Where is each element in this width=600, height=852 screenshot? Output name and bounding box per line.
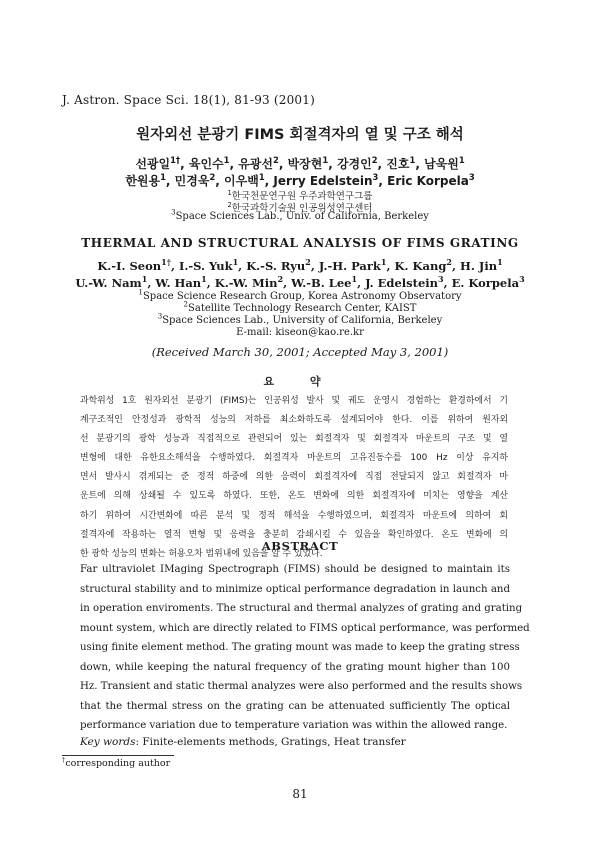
author: 이우백$^1$ (224, 172, 265, 188)
author: 진호$^1$ (386, 155, 416, 171)
korean-abstract-heading: 요 약 (263, 375, 337, 388)
abstract-line: 면서 발사시 겪게되는 준 정적 하중에 의한 응력이 회절격자에 직접 전달되지 않고 회절격자 마 (80, 472, 508, 483)
english-affiliation-2: $^2$Satellite Technology Research Center, KAIST (183, 300, 417, 314)
abstract-line: down, while keeping the natural frequency of the grating mount higher than 100 (80, 661, 510, 673)
author: 한원용$^1$ (125, 172, 166, 188)
english-authors-line-1: K.-I. Seon$^{1\dagger}$, I.-S. Yuk$^1$, K.-S. Ryu$^2$, J.-H. Park$^1$, K. Kang$^2$, H. Jin$^1$ (97, 257, 503, 273)
author: I.-S. Yuk$^1$ (178, 257, 239, 273)
abstract-line: 하기 위하여 시간변화에 따른 분석 및 정적 해석을 수행하였으며, 회절격자 마운트에 의하여 회 (80, 510, 508, 521)
received-dates: (Received March 30, 2001; Accepted May 3, 2001) (151, 345, 449, 359)
author: Jerry Edelstein$^3$ (273, 172, 379, 188)
author: 강경인$^2$ (336, 155, 378, 171)
korean-authors-line-2: 한원용$^1$, 민경욱$^2$, 이우백$^1$, Jerry Edelstein$^3$, Eric Korpela$^3$ (125, 172, 475, 188)
journal-reference: J. Astron. Space Sci. 18(1), 81-93 (2001) (62, 93, 315, 107)
english-abstract-heading: ABSTRACT (261, 539, 339, 553)
author: H. Jin$^1$ (460, 257, 503, 273)
korean-title: 원자외선 분광기 FIMS 회절격자의 열 및 구조 해석 (136, 127, 464, 143)
author: U.-W. Nam$^1$ (75, 274, 148, 290)
korean-affiliation-3: $^3$Space Sciences Lab., Univ. of California, Berkeley (171, 208, 429, 222)
keywords-label: Key words (80, 736, 136, 748)
korean-affiliation-1: $^1$한국천문연구원 우주과학연구그룹 (227, 188, 373, 202)
abstract-line: 운트에 의해 상쇄될 수 있도록 하였다. 또한, 온도 변화에 의한 회절격자에 미치는 영향을 계산 (80, 491, 508, 502)
english-affiliation-3: $^3$Space Sciences Lab., University of California, Berkeley (157, 312, 443, 326)
author: 선광일$^{1\dagger}$ (135, 155, 181, 171)
korean-affiliation-2: $^2$한국과학기술원 인공위성연구센터 (227, 200, 373, 214)
english-authors-line-2: U.-W. Nam$^1$, W. Han$^1$, K.-W. Min$^2$, W.-B. Lee$^1$, J. Edelstein$^3$, E. Korpela$^3$ (75, 274, 525, 290)
abstract-line: performance variation due to temperature variation was within the allowed range. (80, 720, 508, 731)
author: J.-H. Park$^1$ (318, 257, 387, 273)
abstract-line: 선 분광기의 광학 성능과 직접적으로 관련되어 있는 회절격자 및 회절격자 마운트의 구조 및 열 (80, 434, 508, 445)
abstract-line: using finite element method. The grating mount was made to keep the grating stress (80, 642, 520, 653)
abstract-line: Hz. Transient and static thermal analyzes were also performed and the results shows (80, 681, 523, 692)
author-email: E-mail: kiseon@kao.re.kr (236, 327, 364, 338)
abstract-line: 과학위성 1호 원자외선 분광기 (FIMS)는 인공위성 발사 및 궤도 운영시 경험하는 환경하에서 기 (80, 396, 508, 406)
abstract-line: mount system, which are directly related to FIMS optical performance, was performed (80, 622, 530, 634)
author: W. Han$^1$ (155, 274, 207, 290)
english-abstract (80, 560, 530, 736)
abstract-line: Far ultraviolet IMaging Spectrograph (FIMS) should be designed to maintain its (80, 564, 510, 575)
abstract-line: structural stability and to minimize optical performance degradation in launch and (80, 583, 510, 595)
abstract-line: 절격자에 작용하는 열적 변형 및 응력을 충분히 감쇄시킬 수 있음을 확인하였다. 온도 변화에 의 (80, 529, 508, 540)
author: K.-I. Seon$^{1\dagger}$ (97, 257, 171, 273)
abstract-line: 변형에 대한 유한요소해석을 수행하였다. 회절격자 마운트의 고유진동수를 100 Hz 이상 유지하 (80, 453, 508, 464)
author: 육인수$^1$ (188, 155, 230, 171)
korean-authors-line-1: 선광일$^{1\dagger}$, 육인수$^1$, 유광선$^2$, 박장현$^1$, 강경인$^2$, 진호$^1$, 남욱원$^1$ (135, 155, 465, 171)
author: 민경욱$^2$ (174, 172, 216, 188)
author: 남욱원$^1$ (424, 155, 465, 171)
abstract-line: in operation enviroments. The structural and thermal analyzes of grating and grating (80, 603, 523, 614)
abstract-line: 계구조적인 안정성과 광학적 성능의 저하를 최소화하도록 설계되어야 한다. 이를 위하여 원자외 (80, 415, 508, 426)
footnote: †corresponding author (62, 755, 171, 769)
author: K.-W. Min$^2$ (214, 274, 284, 290)
author: 유광선$^2$ (238, 155, 279, 171)
author: K. Kang$^2$ (394, 257, 452, 273)
author: K.-S. Ryu$^2$ (246, 257, 311, 273)
abstract-line: 한 광학 성능의 변화는 허용오차 범위내에 있음을 알 수 있었다. (80, 548, 323, 559)
author: J. Edelstein$^3$ (365, 274, 444, 290)
author: E. Korpela$^3$ (451, 274, 525, 290)
author: 박장현$^1$ (287, 155, 329, 171)
footnote-divider (62, 755, 174, 756)
keywords-text: : Finite-elements methods, Gratings, Heat transfer (135, 736, 406, 748)
abstract-line: that the thermal stress on the grating can be attenuated sufficiently The optical (80, 700, 510, 712)
page-number: 81 (292, 787, 308, 801)
keywords (80, 736, 406, 748)
english-affiliation-1: $^1$Space Science Research Group, Korea Astronomy Observatory (138, 288, 462, 302)
author: W.-B. Lee$^1$ (291, 274, 358, 290)
author: Eric Korpela$^3$ (387, 172, 475, 188)
english-title: THERMAL AND STRUCTURAL ANALYSIS OF FIMS GRATING (81, 236, 519, 250)
